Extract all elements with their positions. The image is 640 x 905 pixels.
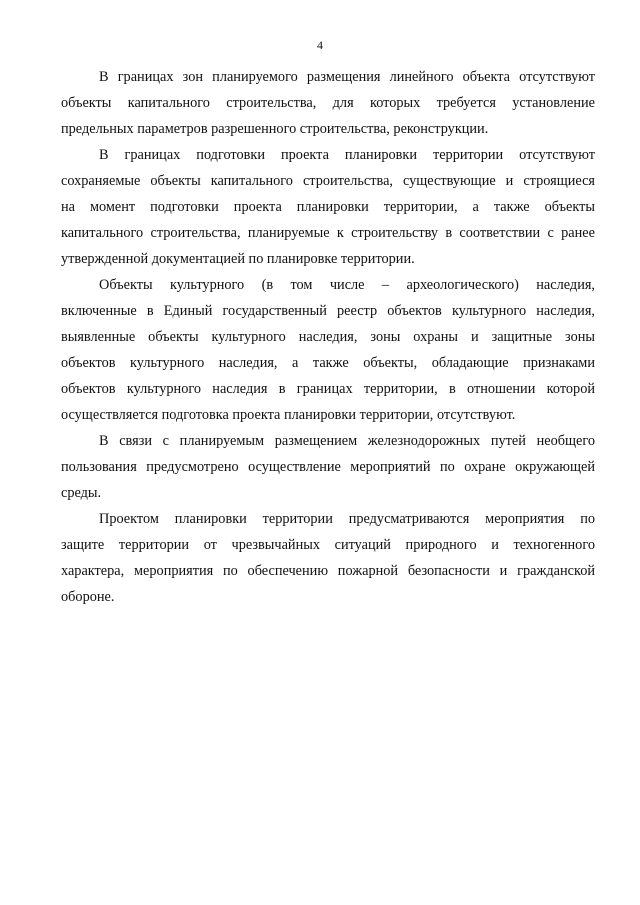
paragraph-line: В связи с планируемым размещением железнодорожных путей необщего [99,433,595,449]
document-body [61,64,595,610]
page-number: 4 [317,38,323,52]
paragraph-line: осуществляется подготовка проекта планировки территории, отсутствуют. [61,407,516,423]
paragraph-line: защите территории от чрезвычайных ситуаций природного и техногенного [61,537,595,553]
paragraph-line: объекты капитального строительства, для которых требуется установление [61,95,595,111]
paragraph-line: предельных параметров разрешенного строительства, реконструкции. [61,121,489,137]
paragraph-cultural-heritage [61,272,595,428]
paragraph-line: среды. [61,485,102,501]
paragraph-zoning [61,64,595,142]
paragraph-line: Объекты культурного (в том числе – археологического) наследия, [99,277,595,293]
paragraph-line: обороне. [61,589,115,605]
paragraph-line: характера, мероприятия по обеспечению пожарной безопасности и гражданской [61,563,595,579]
paragraph-line: объектов культурного наследия в границах территории, в отношении которой [61,381,595,397]
paragraph-line: В границах подготовки проекта планировки территории отсутствуют [99,147,595,163]
paragraph-line: объектов культурного наследия, а также объекты, обладающие признаками [61,355,595,371]
paragraph-line: выявленные объекты культурного наследия, зоны охраны и защитные зоны [61,329,595,345]
paragraph-line: пользования предусмотрено осуществление мероприятий по охране окружающей [61,459,595,475]
paragraph-line: сохраняемые объекты капитального строительства, существующие и строящиеся [61,173,595,189]
paragraph-line: утвержденной документацией по планировке территории. [61,251,415,267]
paragraph-line: В границах зон планируемого размещения линейного объекта отсутствуют [99,69,595,85]
paragraph-emergency-protection [61,506,595,610]
paragraph-environment [61,428,595,506]
paragraph-existing-objects [61,142,595,272]
paragraph-line: включенные в Единый государственный реестр объектов культурного наследия, [61,303,595,319]
paragraph-line: капитального строительства, планируемые к строительству в соответствии с ранее [61,225,595,241]
paragraph-line: на момент подготовки проекта планировки территории, а также объекты [61,199,595,215]
paragraph-line: Проектом планировки территории предусматриваются мероприятия по [99,511,595,527]
